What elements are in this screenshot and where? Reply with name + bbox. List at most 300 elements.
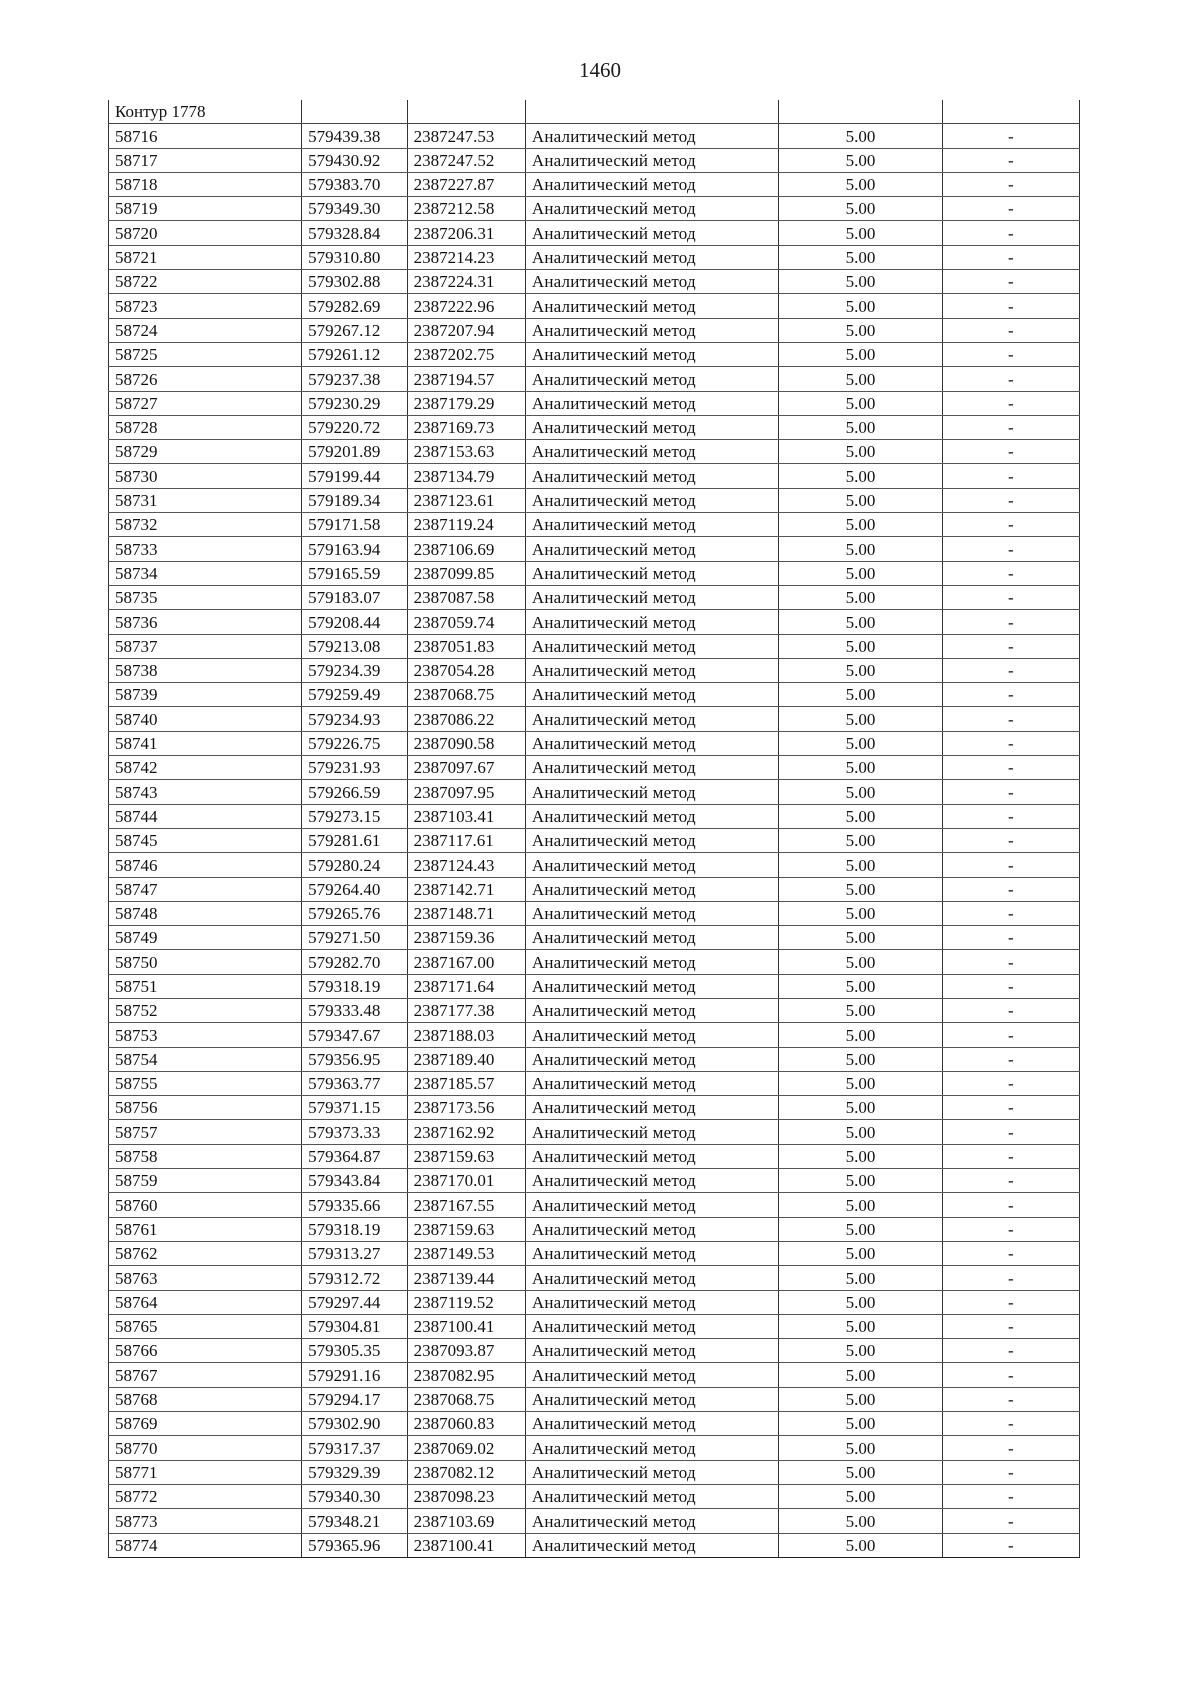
y-coordinate-cell: 2387142.71 [407, 877, 525, 901]
table-row [109, 1023, 1080, 1047]
point-id-cell: 58729 [109, 440, 302, 464]
method-cell: Аналитический метод [525, 245, 778, 269]
accuracy-cell: 5.00 [779, 1144, 943, 1168]
method-cell: Аналитический метод [525, 853, 778, 877]
note-cell: - [942, 415, 1079, 439]
y-coordinate-cell: 2387148.71 [407, 901, 525, 925]
table-row [109, 148, 1080, 172]
table-row [109, 877, 1080, 901]
x-coordinate-cell: 579313.27 [302, 1241, 408, 1265]
accuracy-cell: 5.00 [779, 1120, 943, 1144]
method-cell: Аналитический метод [525, 1266, 778, 1290]
accuracy-cell: 5.00 [779, 1412, 943, 1436]
note-cell: - [942, 998, 1079, 1022]
point-id-cell: 58772 [109, 1484, 302, 1508]
method-cell: Аналитический метод [525, 464, 778, 488]
accuracy-cell: 5.00 [779, 756, 943, 780]
method-cell: Аналитический метод [525, 537, 778, 561]
point-id-cell: 58717 [109, 148, 302, 172]
accuracy-cell: 5.00 [779, 828, 943, 852]
note-cell: - [942, 1460, 1079, 1484]
y-coordinate-cell: 2387179.29 [407, 391, 525, 415]
method-cell: Аналитический метод [525, 828, 778, 852]
note-cell: - [942, 1217, 1079, 1241]
method-cell: Аналитический метод [525, 1460, 778, 1484]
x-coordinate-cell: 579335.66 [302, 1193, 408, 1217]
note-cell: - [942, 974, 1079, 998]
accuracy-cell: 5.00 [779, 1217, 943, 1241]
table-row [109, 585, 1080, 609]
point-id-cell: 58723 [109, 294, 302, 318]
table-row [109, 1266, 1080, 1290]
x-coordinate-cell: 579329.39 [302, 1460, 408, 1484]
x-coordinate-cell: 579347.67 [302, 1023, 408, 1047]
x-coordinate-cell: 579267.12 [302, 318, 408, 342]
method-cell: Аналитический метод [525, 1241, 778, 1265]
table-row [109, 197, 1080, 221]
table-row [109, 634, 1080, 658]
note-cell: - [942, 513, 1079, 537]
y-coordinate-cell: 2387194.57 [407, 367, 525, 391]
table-row [109, 1387, 1080, 1411]
y-coordinate-cell: 2387169.73 [407, 415, 525, 439]
point-id-cell: 58764 [109, 1290, 302, 1314]
y-coordinate-cell: 2387103.41 [407, 804, 525, 828]
note-cell: - [942, 731, 1079, 755]
contour-empty-cell [525, 100, 778, 124]
note-cell: - [942, 780, 1079, 804]
point-id-cell: 58758 [109, 1144, 302, 1168]
y-coordinate-cell: 2387051.83 [407, 634, 525, 658]
x-coordinate-cell: 579234.39 [302, 658, 408, 682]
y-coordinate-cell: 2387134.79 [407, 464, 525, 488]
note-cell: - [942, 294, 1079, 318]
point-id-cell: 58755 [109, 1071, 302, 1095]
note-cell: - [942, 1266, 1079, 1290]
method-cell: Аналитический метод [525, 731, 778, 755]
y-coordinate-cell: 2387170.01 [407, 1169, 525, 1193]
table-row [109, 537, 1080, 561]
table-row [109, 610, 1080, 634]
accuracy-cell: 5.00 [779, 391, 943, 415]
x-coordinate-cell: 579282.69 [302, 294, 408, 318]
point-id-cell: 58740 [109, 707, 302, 731]
point-id-cell: 58724 [109, 318, 302, 342]
y-coordinate-cell: 2387159.63 [407, 1144, 525, 1168]
note-cell: - [942, 148, 1079, 172]
accuracy-cell: 5.00 [779, 658, 943, 682]
x-coordinate-cell: 579237.38 [302, 367, 408, 391]
point-id-cell: 58728 [109, 415, 302, 439]
accuracy-cell: 5.00 [779, 877, 943, 901]
point-id-cell: 58749 [109, 926, 302, 950]
y-coordinate-cell: 2387212.58 [407, 197, 525, 221]
method-cell: Аналитический метод [525, 926, 778, 950]
x-coordinate-cell: 579291.16 [302, 1363, 408, 1387]
method-cell: Аналитический метод [525, 780, 778, 804]
method-cell: Аналитический метод [525, 756, 778, 780]
accuracy-cell: 5.00 [779, 1533, 943, 1557]
y-coordinate-cell: 2387214.23 [407, 245, 525, 269]
point-id-cell: 58746 [109, 853, 302, 877]
x-coordinate-cell: 579234.93 [302, 707, 408, 731]
note-cell: - [942, 1144, 1079, 1168]
accuracy-cell: 5.00 [779, 1193, 943, 1217]
accuracy-cell: 5.00 [779, 1169, 943, 1193]
x-coordinate-cell: 579333.48 [302, 998, 408, 1022]
method-cell: Аналитический метод [525, 1436, 778, 1460]
x-coordinate-cell: 579183.07 [302, 585, 408, 609]
x-coordinate-cell: 579305.35 [302, 1339, 408, 1363]
x-coordinate-cell: 579439.38 [302, 124, 408, 148]
accuracy-cell: 5.00 [779, 1023, 943, 1047]
table-row [109, 1144, 1080, 1168]
x-coordinate-cell: 579340.30 [302, 1484, 408, 1508]
point-id-cell: 58733 [109, 537, 302, 561]
method-cell: Аналитический метод [525, 367, 778, 391]
accuracy-cell: 5.00 [779, 1387, 943, 1411]
contour-empty-cell [407, 100, 525, 124]
table-row [109, 124, 1080, 148]
note-cell: - [942, 270, 1079, 294]
x-coordinate-cell: 579310.80 [302, 245, 408, 269]
x-coordinate-cell: 579365.96 [302, 1533, 408, 1557]
method-cell: Аналитический метод [525, 1047, 778, 1071]
method-cell: Аналитический метод [525, 1484, 778, 1508]
note-cell: - [942, 245, 1079, 269]
table-row [109, 950, 1080, 974]
point-id-cell: 58748 [109, 901, 302, 925]
note-cell: - [942, 585, 1079, 609]
note-cell: - [942, 804, 1079, 828]
method-cell: Аналитический метод [525, 804, 778, 828]
table-row [109, 1412, 1080, 1436]
method-cell: Аналитический метод [525, 1290, 778, 1314]
accuracy-cell: 5.00 [779, 1363, 943, 1387]
method-cell: Аналитический метод [525, 950, 778, 974]
point-id-cell: 58770 [109, 1436, 302, 1460]
point-id-cell: 58726 [109, 367, 302, 391]
table-row [109, 1509, 1080, 1533]
note-cell: - [942, 440, 1079, 464]
table-row [109, 756, 1080, 780]
table-row [109, 853, 1080, 877]
point-id-cell: 58767 [109, 1363, 302, 1387]
method-cell: Аналитический метод [525, 440, 778, 464]
x-coordinate-cell: 579356.95 [302, 1047, 408, 1071]
y-coordinate-cell: 2387206.31 [407, 221, 525, 245]
point-id-cell: 58744 [109, 804, 302, 828]
y-coordinate-cell: 2387247.52 [407, 148, 525, 172]
x-coordinate-cell: 579363.77 [302, 1071, 408, 1095]
table-row [109, 1339, 1080, 1363]
note-cell: - [942, 1412, 1079, 1436]
method-cell: Аналитический метод [525, 901, 778, 925]
point-id-cell: 58725 [109, 342, 302, 366]
table-row [109, 1533, 1080, 1557]
table-row [109, 294, 1080, 318]
point-id-cell: 58742 [109, 756, 302, 780]
table-row [109, 391, 1080, 415]
table-row [109, 683, 1080, 707]
method-cell: Аналитический метод [525, 488, 778, 512]
method-cell: Аналитический метод [525, 561, 778, 585]
y-coordinate-cell: 2387222.96 [407, 294, 525, 318]
note-cell: - [942, 1339, 1079, 1363]
x-coordinate-cell: 579364.87 [302, 1144, 408, 1168]
table-row [109, 440, 1080, 464]
accuracy-cell: 5.00 [779, 926, 943, 950]
accuracy-cell: 5.00 [779, 1484, 943, 1508]
point-id-cell: 58747 [109, 877, 302, 901]
table-row [109, 1047, 1080, 1071]
accuracy-cell: 5.00 [779, 853, 943, 877]
note-cell: - [942, 1387, 1079, 1411]
note-cell: - [942, 1484, 1079, 1508]
note-cell: - [942, 1023, 1079, 1047]
accuracy-cell: 5.00 [779, 1314, 943, 1338]
y-coordinate-cell: 2387099.85 [407, 561, 525, 585]
note-cell: - [942, 488, 1079, 512]
note-cell: - [942, 367, 1079, 391]
method-cell: Аналитический метод [525, 1169, 778, 1193]
note-cell: - [942, 1509, 1079, 1533]
table-row [109, 1484, 1080, 1508]
note-cell: - [942, 537, 1079, 561]
y-coordinate-cell: 2387167.00 [407, 950, 525, 974]
accuracy-cell: 5.00 [779, 270, 943, 294]
point-id-cell: 58761 [109, 1217, 302, 1241]
point-id-cell: 58765 [109, 1314, 302, 1338]
point-id-cell: 58751 [109, 974, 302, 998]
y-coordinate-cell: 2387086.22 [407, 707, 525, 731]
note-cell: - [942, 683, 1079, 707]
point-id-cell: 58732 [109, 513, 302, 537]
point-id-cell: 58754 [109, 1047, 302, 1071]
note-cell: - [942, 1071, 1079, 1095]
point-id-cell: 58736 [109, 610, 302, 634]
point-id-cell: 58759 [109, 1169, 302, 1193]
x-coordinate-cell: 579171.58 [302, 513, 408, 537]
point-id-cell: 58743 [109, 780, 302, 804]
note-cell: - [942, 1120, 1079, 1144]
point-id-cell: 58718 [109, 172, 302, 196]
y-coordinate-cell: 2387060.83 [407, 1412, 525, 1436]
page-number: 1460 [579, 58, 621, 82]
y-coordinate-cell: 2387167.55 [407, 1193, 525, 1217]
method-cell: Аналитический метод [525, 610, 778, 634]
method-cell: Аналитический метод [525, 1217, 778, 1241]
method-cell: Аналитический метод [525, 221, 778, 245]
accuracy-cell: 5.00 [779, 488, 943, 512]
point-id-cell: 58752 [109, 998, 302, 1022]
point-id-cell: 58774 [109, 1533, 302, 1557]
note-cell: - [942, 1169, 1079, 1193]
method-cell: Аналитический метод [525, 318, 778, 342]
method-cell: Аналитический метод [525, 148, 778, 172]
accuracy-cell: 5.00 [779, 804, 943, 828]
point-id-cell: 58738 [109, 658, 302, 682]
table-row [109, 464, 1080, 488]
contour-empty-cell [779, 100, 943, 124]
x-coordinate-cell: 579271.50 [302, 926, 408, 950]
table-row [109, 221, 1080, 245]
y-coordinate-cell: 2387103.69 [407, 1509, 525, 1533]
y-coordinate-cell: 2387119.52 [407, 1290, 525, 1314]
x-coordinate-cell: 579265.76 [302, 901, 408, 925]
y-coordinate-cell: 2387054.28 [407, 658, 525, 682]
y-coordinate-cell: 2387119.24 [407, 513, 525, 537]
x-coordinate-cell: 579230.29 [302, 391, 408, 415]
table-row [109, 1460, 1080, 1484]
x-coordinate-cell: 579259.49 [302, 683, 408, 707]
contour-title: Контур 1778 [109, 100, 302, 124]
y-coordinate-cell: 2387097.67 [407, 756, 525, 780]
accuracy-cell: 5.00 [779, 148, 943, 172]
y-coordinate-cell: 2387082.95 [407, 1363, 525, 1387]
point-id-cell: 58771 [109, 1460, 302, 1484]
x-coordinate-cell: 579213.08 [302, 634, 408, 658]
method-cell: Аналитический метод [525, 1023, 778, 1047]
table-row [109, 270, 1080, 294]
accuracy-cell: 5.00 [779, 561, 943, 585]
y-coordinate-cell: 2387090.58 [407, 731, 525, 755]
note-cell: - [942, 561, 1079, 585]
x-coordinate-cell: 579343.84 [302, 1169, 408, 1193]
y-coordinate-cell: 2387087.58 [407, 585, 525, 609]
accuracy-cell: 5.00 [779, 731, 943, 755]
table-row [109, 318, 1080, 342]
accuracy-cell: 5.00 [779, 634, 943, 658]
x-coordinate-cell: 579231.93 [302, 756, 408, 780]
method-cell: Аналитический метод [525, 877, 778, 901]
y-coordinate-cell: 2387106.69 [407, 537, 525, 561]
x-coordinate-cell: 579317.37 [302, 1436, 408, 1460]
y-coordinate-cell: 2387100.41 [407, 1533, 525, 1557]
note-cell: - [942, 926, 1079, 950]
accuracy-cell: 5.00 [779, 610, 943, 634]
x-coordinate-cell: 579281.61 [302, 828, 408, 852]
y-coordinate-cell: 2387189.40 [407, 1047, 525, 1071]
point-id-cell: 58768 [109, 1387, 302, 1411]
method-cell: Аналитический метод [525, 1071, 778, 1095]
x-coordinate-cell: 579348.21 [302, 1509, 408, 1533]
y-coordinate-cell: 2387207.94 [407, 318, 525, 342]
point-id-cell: 58730 [109, 464, 302, 488]
y-coordinate-cell: 2387117.61 [407, 828, 525, 852]
note-cell: - [942, 124, 1079, 148]
table-row [109, 828, 1080, 852]
method-cell: Аналитический метод [525, 294, 778, 318]
note-cell: - [942, 658, 1079, 682]
method-cell: Аналитический метод [525, 1144, 778, 1168]
accuracy-cell: 5.00 [779, 950, 943, 974]
point-id-cell: 58769 [109, 1412, 302, 1436]
x-coordinate-cell: 579189.34 [302, 488, 408, 512]
table-row [109, 1290, 1080, 1314]
table-row [109, 731, 1080, 755]
y-coordinate-cell: 2387162.92 [407, 1120, 525, 1144]
accuracy-cell: 5.00 [779, 440, 943, 464]
note-cell: - [942, 1193, 1079, 1217]
note-cell: - [942, 877, 1079, 901]
note-cell: - [942, 391, 1079, 415]
method-cell: Аналитический метод [525, 513, 778, 537]
y-coordinate-cell: 2387068.75 [407, 1387, 525, 1411]
table-row [109, 513, 1080, 537]
method-cell: Аналитический метод [525, 658, 778, 682]
table-row [109, 780, 1080, 804]
y-coordinate-cell: 2387153.63 [407, 440, 525, 464]
table-row [109, 561, 1080, 585]
note-cell: - [942, 756, 1079, 780]
table-row [109, 1363, 1080, 1387]
accuracy-cell: 5.00 [779, 1096, 943, 1120]
y-coordinate-cell: 2387159.36 [407, 926, 525, 950]
y-coordinate-cell: 2387124.43 [407, 853, 525, 877]
point-id-cell: 58716 [109, 124, 302, 148]
table-row [109, 1314, 1080, 1338]
accuracy-cell: 5.00 [779, 172, 943, 196]
accuracy-cell: 5.00 [779, 974, 943, 998]
point-id-cell: 58719 [109, 197, 302, 221]
point-id-cell: 58745 [109, 828, 302, 852]
method-cell: Аналитический метод [525, 1096, 778, 1120]
note-cell: - [942, 1314, 1079, 1338]
x-coordinate-cell: 579280.24 [302, 853, 408, 877]
point-id-cell: 58731 [109, 488, 302, 512]
method-cell: Аналитический метод [525, 585, 778, 609]
point-id-cell: 58741 [109, 731, 302, 755]
note-cell: - [942, 1290, 1079, 1314]
table-row [109, 926, 1080, 950]
point-id-cell: 58737 [109, 634, 302, 658]
y-coordinate-cell: 2387059.74 [407, 610, 525, 634]
point-id-cell: 58735 [109, 585, 302, 609]
method-cell: Аналитический метод [525, 124, 778, 148]
note-cell: - [942, 610, 1079, 634]
y-coordinate-cell: 2387173.56 [407, 1096, 525, 1120]
x-coordinate-cell: 579430.92 [302, 148, 408, 172]
point-id-cell: 58720 [109, 221, 302, 245]
method-cell: Аналитический метод [525, 974, 778, 998]
note-cell: - [942, 197, 1079, 221]
y-coordinate-cell: 2387100.41 [407, 1314, 525, 1338]
accuracy-cell: 5.00 [779, 415, 943, 439]
accuracy-cell: 5.00 [779, 707, 943, 731]
table-row [109, 1241, 1080, 1265]
accuracy-cell: 5.00 [779, 1290, 943, 1314]
accuracy-cell: 5.00 [779, 221, 943, 245]
contour-header-row [109, 100, 1080, 124]
accuracy-cell: 5.00 [779, 294, 943, 318]
accuracy-cell: 5.00 [779, 342, 943, 366]
x-coordinate-cell: 579282.70 [302, 950, 408, 974]
y-coordinate-cell: 2387247.53 [407, 124, 525, 148]
method-cell: Аналитический метод [525, 391, 778, 415]
note-cell: - [942, 950, 1079, 974]
accuracy-cell: 5.00 [779, 318, 943, 342]
table-row [109, 342, 1080, 366]
x-coordinate-cell: 579273.15 [302, 804, 408, 828]
table-row [109, 1071, 1080, 1095]
table-row [109, 1436, 1080, 1460]
note-cell: - [942, 1241, 1079, 1265]
method-cell: Аналитический метод [525, 270, 778, 294]
x-coordinate-cell: 579163.94 [302, 537, 408, 561]
method-cell: Аналитический метод [525, 342, 778, 366]
accuracy-cell: 5.00 [779, 197, 943, 221]
